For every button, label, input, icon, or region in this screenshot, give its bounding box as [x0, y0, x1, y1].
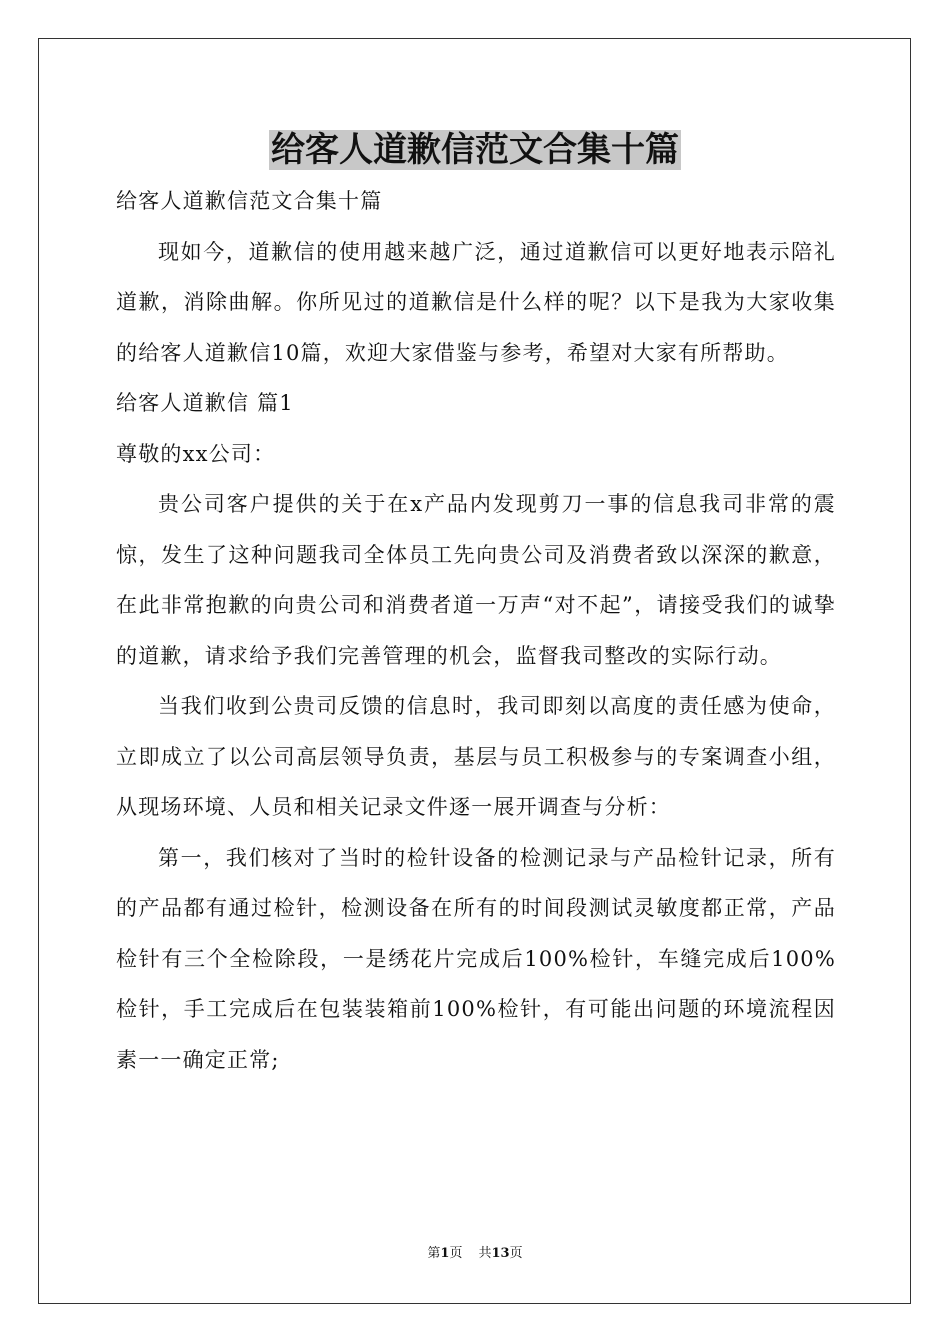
document-title — [0, 124, 950, 176]
page-total: 13 — [491, 1246, 510, 1261]
paragraph: 当我们收到公贵司反馈的信息时，我司即刻以高度的责任感为使命，立即成立了以公司高层领导负责，基层与员工积极参与的专案调查小组，从现场环境、人员和相关记录文件逐一展开调查与分析： — [116, 694, 836, 819]
paragraph: 尊敬的xx公司： — [116, 441, 276, 466]
paragraph: 贵公司客户提供的关于在x产品内发现剪刀一事的信息我司非常的震惊，发生了这种问题我司全体员工先向贵公司及消费者致以深深的歉意，在此非常抱歉的向贵公司和消费者道一万声“对不起”，请接受我们的诚挚的道歉，请求给予我们完善管理的机会，监督我司整改的实际行动。 — [116, 492, 836, 668]
page-footer — [0, 1244, 950, 1264]
document-title-text: 给客人道歉信范文合集十篇 — [271, 130, 679, 170]
page-current: 1 — [440, 1246, 450, 1261]
total-unit: 页 — [509, 1246, 523, 1261]
document-body — [116, 176, 836, 1085]
page-prefix: 第 — [427, 1246, 441, 1261]
total-prefix: 共 — [478, 1246, 492, 1261]
paragraph: 现如今，道歉信的使用越来越广泛，通过道歉信可以更好地表示陪礼道歉，消除曲解。你所见过的道歉信是什么样的呢？以下是我为大家收集的给客人道歉信10篇，欢迎大家借鉴与参考，希望对大家有所帮助。 — [116, 239, 836, 365]
paragraph: 给客人道歉信 篇1 — [116, 391, 294, 415]
paragraph: 第一，我们核对了当时的检针设备的检测记录与产品检针记录，所有的产品都有通过检针，检测设备在所有的时间段测试灵敏度都正常，产品检针有三个全检除段，一是绣花片完成后100%检针，车缝完成后100%检针，手工完成后在包装装箱前100%检针，有可能出问题的环境流程因素一一确定正常; — [116, 845, 836, 1072]
paragraph: 给客人道歉信范文合集十篇 — [116, 189, 383, 213]
page-unit: 页 — [449, 1246, 463, 1261]
